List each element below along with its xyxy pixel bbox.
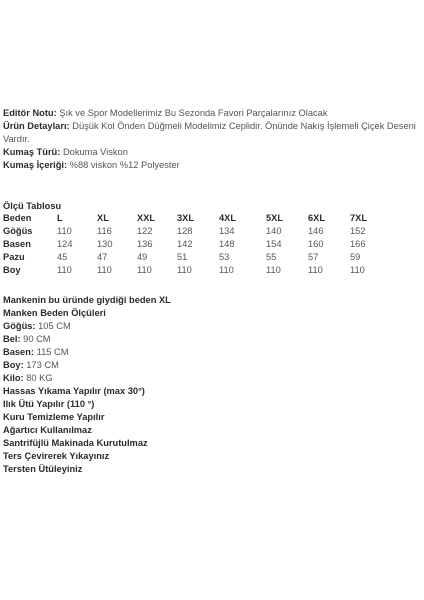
size-table-header xyxy=(1,212,390,225)
size-table-title: Ölçü Tablosu xyxy=(3,201,62,211)
table-cell: 110 xyxy=(266,265,281,275)
model-weight-label: Kilo: xyxy=(3,373,24,383)
table-cell: 57 xyxy=(308,252,319,262)
model-hip xyxy=(3,346,423,359)
row-label: Boy xyxy=(3,265,21,275)
model-worn-size xyxy=(3,294,423,307)
table-cell: 110 xyxy=(57,265,72,275)
row-label: Göğüs xyxy=(3,226,33,236)
editor-note xyxy=(3,107,423,120)
care-instruction xyxy=(3,463,423,476)
row-label: Basen xyxy=(3,239,31,249)
table-cell: 110 xyxy=(97,265,112,275)
table-cell: 59 xyxy=(350,252,361,262)
table-cell: 116 xyxy=(97,226,112,236)
table-cell: 55 xyxy=(266,252,277,262)
care-instruction-text: Ilık Ütü Yapılır (110 °) xyxy=(3,399,95,409)
table-cell: 53 xyxy=(219,252,230,262)
table-row xyxy=(1,225,390,238)
size-header: 7XL xyxy=(350,213,368,223)
fabric-type-value: Dokuma Viskon xyxy=(62,147,128,157)
model-hip-value: 115 CM xyxy=(36,347,69,357)
table-cell: 110 xyxy=(219,265,234,275)
table-cell: 47 xyxy=(97,252,108,262)
fabric-content-label: Kumaş İçeriği: xyxy=(3,160,68,170)
model-measurements-title xyxy=(3,307,423,320)
product-details xyxy=(3,120,423,146)
size-header: XL xyxy=(97,213,109,223)
table-row xyxy=(1,264,390,277)
table-cell: 154 xyxy=(266,239,282,249)
model-info xyxy=(3,294,423,476)
table-cell: 49 xyxy=(137,252,148,262)
care-instruction-text: Tersten Ütüleyiniz xyxy=(3,464,83,474)
table-cell: 142 xyxy=(177,239,193,249)
table-cell: 128 xyxy=(177,226,193,236)
size-header: L xyxy=(57,213,63,223)
table-cell: 152 xyxy=(350,226,366,236)
table-row xyxy=(1,238,390,251)
model-measurements-title-text: Manken Beden Ölçüleri xyxy=(3,308,106,318)
model-weight-value: 80 KG xyxy=(26,373,53,383)
table-cell: 51 xyxy=(177,252,188,262)
model-waist-value: 90 CM xyxy=(23,334,51,344)
care-instruction xyxy=(3,437,423,450)
product-info xyxy=(3,107,423,172)
care-instruction-text: Hassas Yıkama Yapılır (max 30°) xyxy=(3,386,145,396)
table-cell: 110 xyxy=(177,265,192,275)
fabric-type xyxy=(3,146,423,159)
model-worn-size-text: Mankenin bu üründe giydiği beden XL xyxy=(3,295,171,305)
size-header: 4XL xyxy=(219,213,237,223)
model-chest-label: Göğüs: xyxy=(3,321,36,331)
model-weight xyxy=(3,372,423,385)
size-header: XXL xyxy=(137,213,156,223)
table-cell: 124 xyxy=(57,239,73,249)
row-label: Pazu xyxy=(3,252,25,262)
header-label: Beden xyxy=(3,213,32,223)
care-instruction xyxy=(3,398,423,411)
care-instruction xyxy=(3,450,423,463)
size-header: 6XL xyxy=(308,213,326,223)
care-instruction xyxy=(3,385,423,398)
care-instruction xyxy=(3,411,423,424)
model-chest-value: 105 CM xyxy=(38,321,71,331)
table-cell: 110 xyxy=(137,265,152,275)
table-cell: 122 xyxy=(137,226,153,236)
table-cell: 166 xyxy=(350,239,366,249)
model-height-label: Boy: xyxy=(3,360,24,370)
model-chest xyxy=(3,320,423,333)
model-waist xyxy=(3,333,423,346)
table-cell: 110 xyxy=(308,265,323,275)
editor-note-value: Şık ve Spor Modellerimiz Bu Sezonda Favori Parçalarınız Olacak xyxy=(59,108,328,118)
care-instruction-text: Santrifüjlü Makinada Kurutulmaz xyxy=(3,438,148,448)
table-cell: 160 xyxy=(308,239,324,249)
care-instruction-text: Kuru Temizleme Yapılır xyxy=(3,412,105,422)
model-height-value: 173 CM xyxy=(26,360,59,370)
table-cell: 134 xyxy=(219,226,235,236)
table-cell: 140 xyxy=(266,226,282,236)
fabric-content xyxy=(3,159,423,172)
model-height xyxy=(3,359,423,372)
editor-note-label: Editör Notu: xyxy=(3,108,57,118)
table-cell: 110 xyxy=(350,265,365,275)
model-waist-label: Bel: xyxy=(3,334,21,344)
fabric-type-label: Kumaş Türü: xyxy=(3,147,61,157)
product-details-label: Ürün Detayları: xyxy=(3,121,70,131)
size-header: 5XL xyxy=(266,213,284,223)
care-instruction-text: Ters Çevirerek Yıkayınız xyxy=(3,451,110,461)
table-cell: 130 xyxy=(97,239,113,249)
table-cell: 146 xyxy=(308,226,324,236)
table-cell: 110 xyxy=(57,226,72,236)
size-table xyxy=(1,212,390,277)
table-cell: 136 xyxy=(137,239,153,249)
size-header: 3XL xyxy=(177,213,195,223)
table-row xyxy=(1,251,390,264)
product-details-value: Düşük Kol Önden Düğmeli Modelimiz Ceplidir. Önünde Nakış İşlemeli Çiçek Deseni Vardır. xyxy=(3,121,416,144)
care-instruction xyxy=(3,424,423,437)
care-instruction-text: Ağartıcı Kullanılmaz xyxy=(3,425,92,435)
model-hip-label: Basen: xyxy=(3,347,35,357)
fabric-content-value: %88 viskon %12 Polyester xyxy=(69,160,180,170)
table-cell: 148 xyxy=(219,239,235,249)
table-cell: 45 xyxy=(57,252,68,262)
